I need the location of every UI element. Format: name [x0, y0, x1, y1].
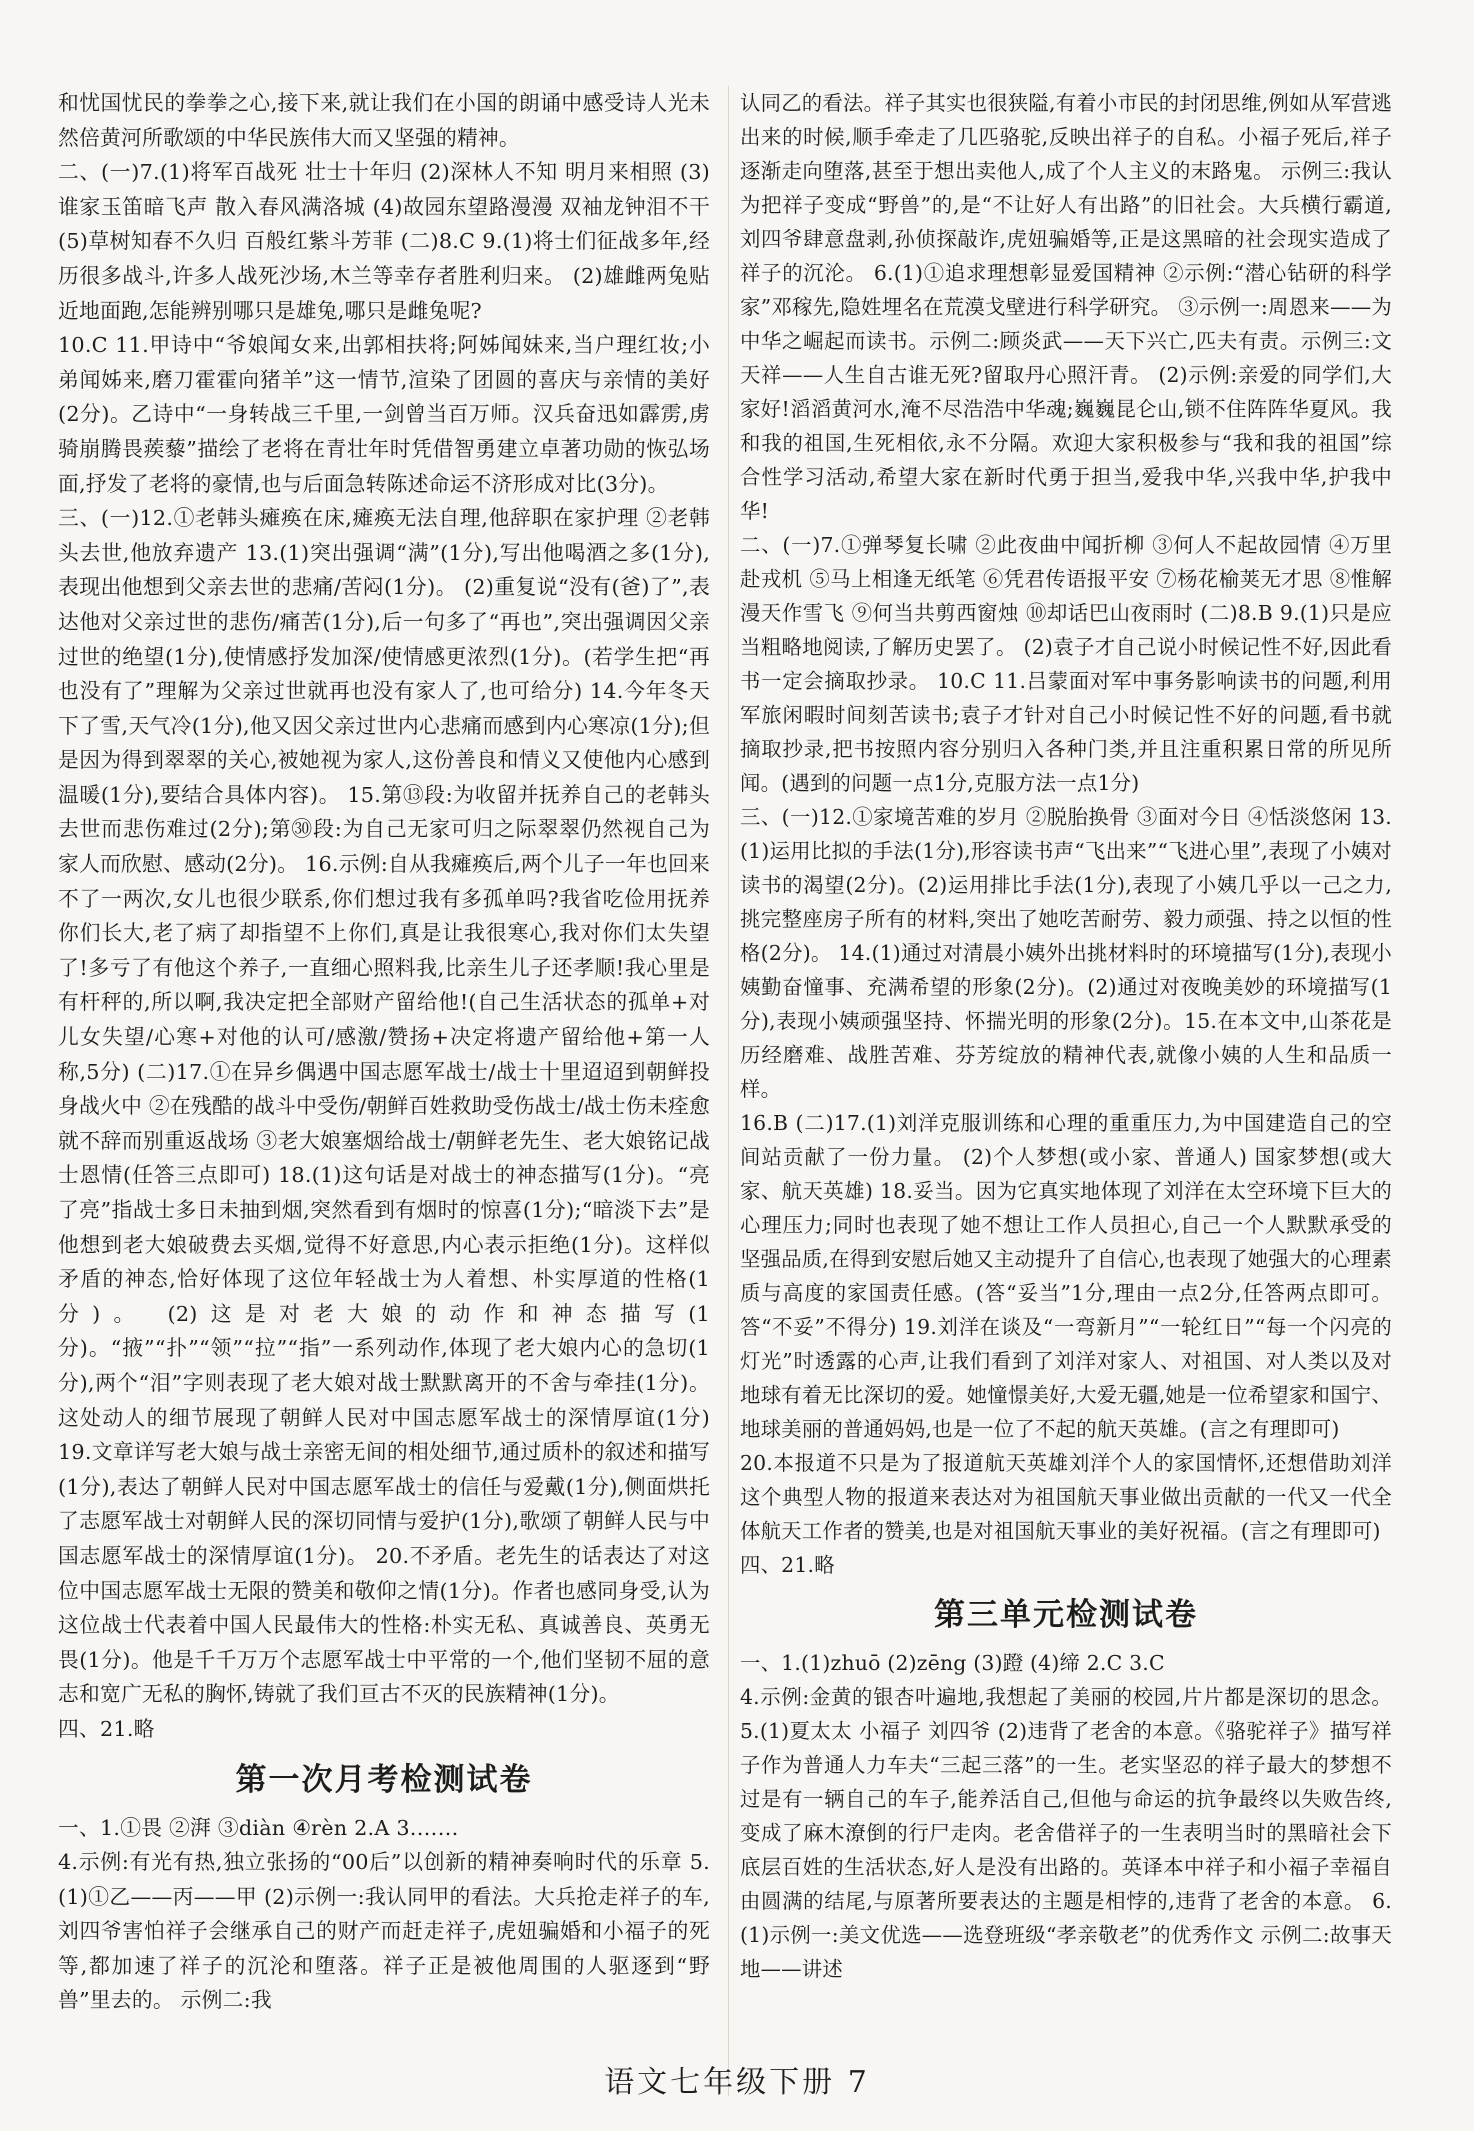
- answer-paragraph: 四、21.略: [740, 1553, 835, 1577]
- answer-paragraph: 20.本报道不只是为了报道航天英雄刘洋个人的家国情怀,还想借助刘洋这个典型人物的报道来表达对为祖国航天事业做出贡献的一代又一代全体航天工作者的赞美,也是对祖国航天事业的美好祝福。(言之有理即可): [740, 1451, 1392, 1543]
- answer-paragraph: 4.示例:有光有热,独立张扬的“00后”以创新的精神奏响时代的乐章 5.(1)①乙——丙——甲 (2)示例一:我认同甲的看法。大兵抢走祥子的车,刘四爷害怕祥子会继承自己的财产而赶走祥子,虎妞骗婚和小福子的死等,都加速了祥子的沉沦和堕落。祥子正是被他周围的人驱逐到“野兽”里去的。 示例二:我: [58, 1850, 710, 2013]
- section-title: 第三单元检测试卷: [934, 1597, 1198, 1633]
- answer-paragraph: 一、1.(1)zhuō (2)zēng (3)蹬 (4)缔 2.C 3.C: [740, 1651, 1165, 1675]
- left-column: [58, 86, 710, 2018]
- answer-paragraph: 4.示例:金黄的银杏叶遍地,我想起了美丽的校园,片片都是深切的思念。 5.(1)夏太太 小福子 刘四爷 (2)违背了老舍的本意。《骆驼祥子》描写祥子作为普通人力车夫“三起三落”的一生。老实坚忍的祥子最大的梦想不过是有一辆自己的车子,能养活自己,但他与命运的抗争最终以失败告终,变成了麻木潦倒的行尸走肉。老舍借祥子的一生表明当时的黑暗社会下底层百姓的生活状态,好人是没有出路的。英译本中祥子和小福子幸福自由圆满的结尾,与原著所要表达的主题是相悖的,违背了老舍的本意。 6.(1)示例一:美文优选——选登班级“孝亲敬老”的优秀作文 示例二:故事天地——讲述: [740, 1685, 1392, 1981]
- page-footer: 语文七年级下册 7: [604, 2065, 870, 2100]
- right-column: [740, 86, 1392, 1986]
- answer-paragraph: 和忧国忧民的拳拳之心,接下来,就让我们在小国的朗诵中感受诗人光未然倍黄河所歌颂的中华民族伟大而又坚强的精神。: [58, 91, 710, 150]
- column-divider: [728, 86, 729, 2096]
- answer-paragraph: 二、(一)7.(1)将军百战死 壮士十年归 (2)深林人不知 明月来相照 (3)谁家玉笛暗飞声 散入春风满洛城 (4)故园东望路漫漫 双袖龙钟泪不干 (5)草树知春不久归 百般红紫斗芳菲 (二)8.C 9.(1)将士们征战多年,经历很多战斗,许多人战死沙场,木兰等幸存者胜利归来。 (2)雄雌两兔贴近地面跑,怎能辨别哪只是雄兔,哪只是雌兔呢?: [58, 160, 710, 323]
- answer-paragraph: 10.C 11.甲诗中“爷娘闻女来,出郭相扶将;阿姊闻妹来,当户理红妆;小弟闻姊来,磨刀霍霍向猪羊”这一情节,渲染了团圆的喜庆与亲情的美好(2分)。乙诗中“一身转战三千里,一剑曾当百万师。汉兵奋迅如霹雳,虏骑崩腾畏蒺藜”描绘了老将在青壮年时凭借智勇建立卓著功勋的恢弘场面,抒发了老将的豪情,也与后面急转陈述命运不济形成对比(3分)。: [58, 333, 710, 496]
- answer-paragraph: 一、1.①畏 ②湃 ③diàn ④rèn 2.A 3.……: [58, 1815, 459, 1840]
- section-title: 第一次月考检测试卷: [235, 1761, 533, 1798]
- answer-paragraph: 二、(一)7.①弹琴复长啸 ②此夜曲中闻折柳 ③何人不起故园情 ④万里赴戎机 ⑤马上相逢无纸笔 ⑥凭君传语报平安 ⑦杨花榆荚无才思 ⑧惟解漫天作雪飞 ⑨何当共剪西窗烛 ⑩却话巴山夜雨时 (二)8.B 9.(1)只是应当粗略地阅读,了解历史罢了。 (2)袁子才自己说小时候记性不好,因此看书一定会摘取抄录。 10.C 11.吕蒙面对军中事务影响读书的问题,利用军旅闲暇时间刻苦读书;袁子才针对自己小时候记性不好的问题,看书就摘取抄录,把书按照内容分别归入各种门类,并且注重积累日常的所见所闻。(遇到的问题一点1分,克服方法一点1分): [740, 533, 1392, 795]
- answer-paragraph: 四、21.略: [58, 1716, 155, 1741]
- answer-paragraph: 三、(一)12.①老韩头瘫痪在床,瘫痪无法自理,他辞职在家护理 ②老韩头去世,他放弃遗产 13.(1)突出强调“满”(1分),写出他喝酒之多(1分),表现出他想到父亲去世的悲痛/苦闷(1分)。 (2)重复说“没有(爸)了”,表达他对父亲过世的悲伤/痛苦(1分),后一句多了“再也”,突出强调因父亲过世的绝望(1分),使情感抒发加深/使情感更浓烈(1分)。(若学生把“再也没有了”理解为父亲过世就再也没有家人了,也可给分) 14.今年冬天下了雪,天气冷(1分),他又因父亲过世内心悲痛而感到内心寒凉(1分);但是因为得到翠翠的关心,被她视为家人,这份善良和情义又使他内心感到温暖(1分),要结合具体内容)。 15.第⑬段:为收留并抚养自己的老韩头去世而悲伤难过(2分);第㉚段:为自己无家可归之际翠翠仍然视自己为家人而欣慰、感动(2分)。 16.示例:自从我瘫痪后,两个儿子一年也回来不了一两次,女儿也很少联系,你们想过我有多孤单吗?我省吃俭用抚养你们长大,老了病了却指望不上你们,真是让我很寒心,我对你们太失望了!多亏了有他这个养子,一直细心照料我,比亲生儿子还孝顺!我心里是有杆秤的,所以啊,我决定把全部财产留给他!(自己生活状态的孤单+对儿女失望/心寒+对他的认可/感激/赞扬+决定将遗产留给他+第一人称,5分) (二)17.①在异乡偶遇中国志愿军战士/战士十里迢迢到朝鲜投身战火中 ②在残酷的战斗中受伤/朝鲜百姓救助受伤战士/战士伤未痊愈就不辞而别重返战场 ③老大娘塞烟给战士/朝鲜老先生、老大娘铭记战士恩情(任答三点即可) 18.(1)这句话是对战士的神态描写(1分)。“亮了亮”指战士多日未抽到烟,突然看到有烟时的惊喜(1分);“暗淡下去”是他想到老大娘破费去买烟,觉得不好意思,内心表示拒绝(1分)。这样似矛盾的神态,恰好体现了这位年轻战士为人着想、朴实厚道的性格(1分)。 (2)这是对老大娘的动作和神态描写(1分)。“掖”“扑”“领”“拉”“指”一系列动作,体现了老大娘内心的急切(1分),两个“泪”字则表现了老大娘对战士默默离开的不舍与牵挂(1分)。这处动人的细节展现了朝鲜人民对中国志愿军战士的深情厚谊(1分) 19.文章详写老大娘与战士亲密无间的相处细节,通过质朴的叙述和描写(1分),表达了朝鲜人民对中国志愿军战士的信任与爱戴(1分),侧面烘托了志愿军战士对朝鲜人民的深切同情与爱护(1分),歌颂了朝鲜人民与中国志愿军战士的深情厚谊(1分)。 20.不矛盾。老先生的话表达了对这位中国志愿军战士无限的赞美和敬仰之情(1分)。作者也感同身受,认为这位战士代表着中国人民最伟大的性格:朴实无私、真诚善良、英勇无畏(1分)。他是千千万万个志愿军战士中平常的一个,他们坚韧不屈的意志和宽广无私的胸怀,铸就了我们亘古不灭的民族精神(1分)。: [58, 506, 710, 1707]
- answer-paragraph: 认同乙的看法。祥子其实也很狭隘,有着小市民的封闭思维,例如从军营逃出来的时候,顺手牵走了几匹骆驼,反映出祥子的自私。小福子死后,祥子逐渐走向堕落,甚至于想出卖他人,成了个人主义的末路鬼。 示例三:我认为把祥子变成“野兽”的,是“不让好人有出路”的旧社会。大兵横行霸道,刘四爷肆意盘剥,孙侦探敲诈,虎妞骗婚等,正是这黑暗的社会现实造成了祥子的沉沦。 6.(1)①追求理想彰显爱国精神 ②示例:“潜心钻研的科学家”邓稼先,隐姓埋名在荒漠戈壁进行科学研究。 ③示例一:周恩来——为中华之崛起而读书。示例二:顾炎武——天下兴亡,匹夫有责。示例三:文天祥——人生自古谁无死?留取丹心照汗青。 (2)示例:亲爱的同学们,大家好!滔滔黄河水,淹不尽浩浩中华魂;巍巍昆仑山,锁不住阵阵华夏风。我和我的祖国,生死相依,永不分隔。欢迎大家积极参与“我和我的祖国”综合性学习活动,希望大家在新时代勇于担当,爱我中华,兴我中华,护我中华!: [740, 91, 1392, 523]
- answer-paragraph: 三、(一)12.①家境苦难的岁月 ②脱胎换骨 ③面对今日 ④恬淡悠闲 13.(1)运用比拟的手法(1分),形容读书声“飞出来”“飞进心里”,表现了小姨对读书的渴望(2分)。(2)运用排比手法(1分),表现了小姨几乎以一己之力,挑完整座房子所有的材料,突出了她吃苦耐劳、毅力顽强、持之以恒的性格(2分)。 14.(1)通过对清晨小姨外出挑材料时的环境描写(1分),表现小姨勤奋憧事、充满希望的形象(2分)。(2)通过对夜晚美妙的环境描写(1分),表现小姨顽强坚持、怀揣光明的形象(2分)。15.在本文中,山茶花是历经磨难、战胜苦难、芬芳绽放的精神代表,就像小姨的人生和品质一样。: [740, 805, 1392, 1101]
- answer-paragraph: 16.B (二)17.(1)刘洋克服训练和心理的重重压力,为中国建造自己的空间站贡献了一份力量。 (2)个人梦想(或小家、普通人) 国家梦想(或大家、航天英雄) 18.妥当。因为它真实地体现了刘洋在太空环境下巨大的心理压力;同时也表现了她不想让工作人员担心,自己一个人默默承受的坚强品质,在得到安慰后她又主动提升了自信心,也表现了她强大的心理素质与高度的家国责任感。(答“妥当”1分,理由一点2分,任答两点即可。答“不妥”不得分) 19.刘洋在谈及“一弯新月”“一轮红日”“每一个闪亮的灯光”时透露的心声,让我们看到了刘洋对家人、对祖国、对人类以及对地球有着无比深切的爱。她憧憬美好,大爱无疆,她是一位希望家和国宁、地球美丽的普通妈妈,也是一位了不起的航天英雄。(言之有理即可): [740, 1111, 1392, 1441]
